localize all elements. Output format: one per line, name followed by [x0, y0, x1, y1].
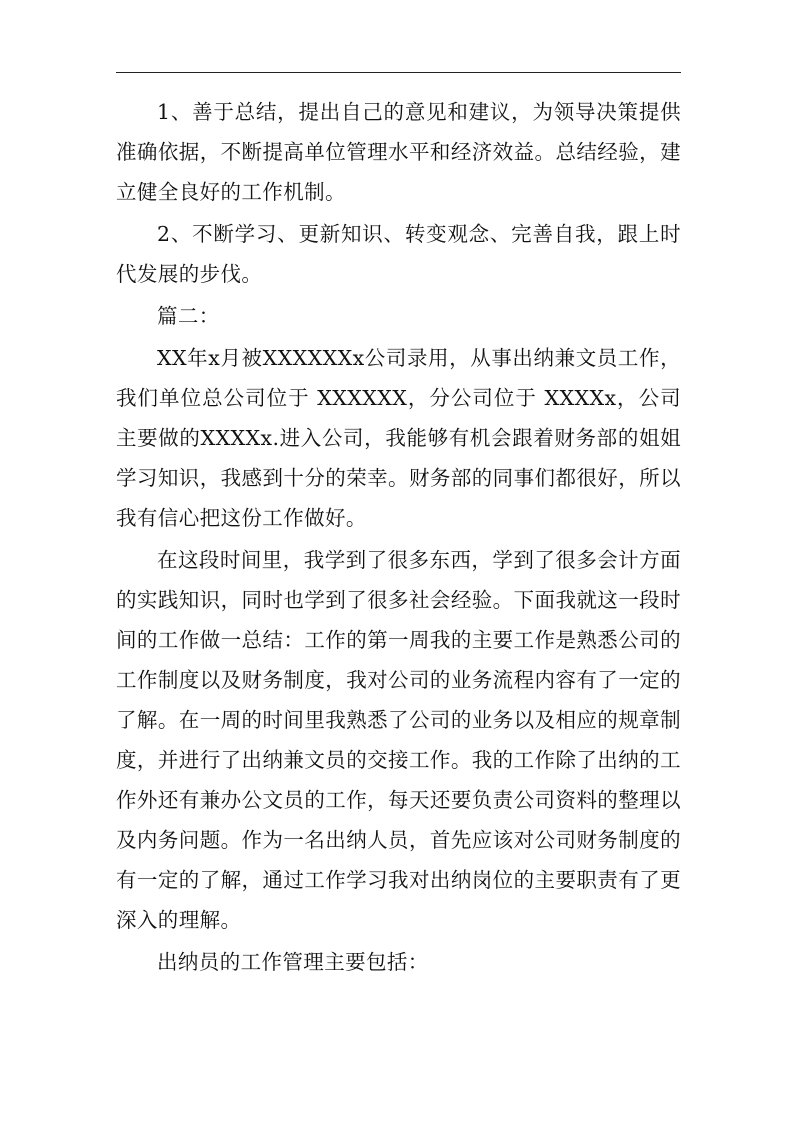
paragraph-continuous-learning: 2、不断学习、更新知识、转变观念、完善自我，跟上时代发展的步伐。 — [116, 222, 681, 286]
paragraph-summary-advice: 1、善于总结，提出自己的意见和建议，为领导决策提供准确依据，不断提高单位管理水平和经济效益。总结经验，建立健全良好的工作机制。 — [116, 100, 681, 204]
paragraph-cashier-duties-intro: 出纳员的工作管理主要包括： — [157, 950, 429, 974]
section-heading-part-two: 篇二： — [157, 304, 220, 328]
paragraph-work-summary: 在这段时间里，我学到了很多东西，学到了很多会计方面的实践知识，同时也学到了很多社会经验。下面我就这一段时间的工作做一总结：工作的第一周我的主要工作是熟悉公司的工作制度以及财务制度，我对公司的业务流程内容有了一定的了解。在一周的时间里我熟悉了公司的业务以及相应的规章制度，并进行了出纳兼文员的交接工作。我的工作除了出纳的工作外还有兼办公文员的工作，每天还要负责公司资料的整理以及内务问题。作为一名出纳人员，首先应该对公司财务制度的有一定的了解，通过工作学习我对出纳岗位的主要职责有了更深入的理解。 — [116, 548, 681, 932]
document-body — [116, 92, 681, 984]
header-rule — [116, 72, 681, 73]
paragraph-hiring-intro: XX年x月被XXXXXXx公司录用，从事出纳兼文员工作，我们单位总公司位于 XXXXXX，分公司位于 XXXXx，公司主要做的XXXXx.进入公司，我能够有机会跟着财务部的姐姐学习知识，我感到十分的荣幸。财务部的同事们都很好，所以我有信心把这份工作做好。 — [116, 346, 681, 530]
